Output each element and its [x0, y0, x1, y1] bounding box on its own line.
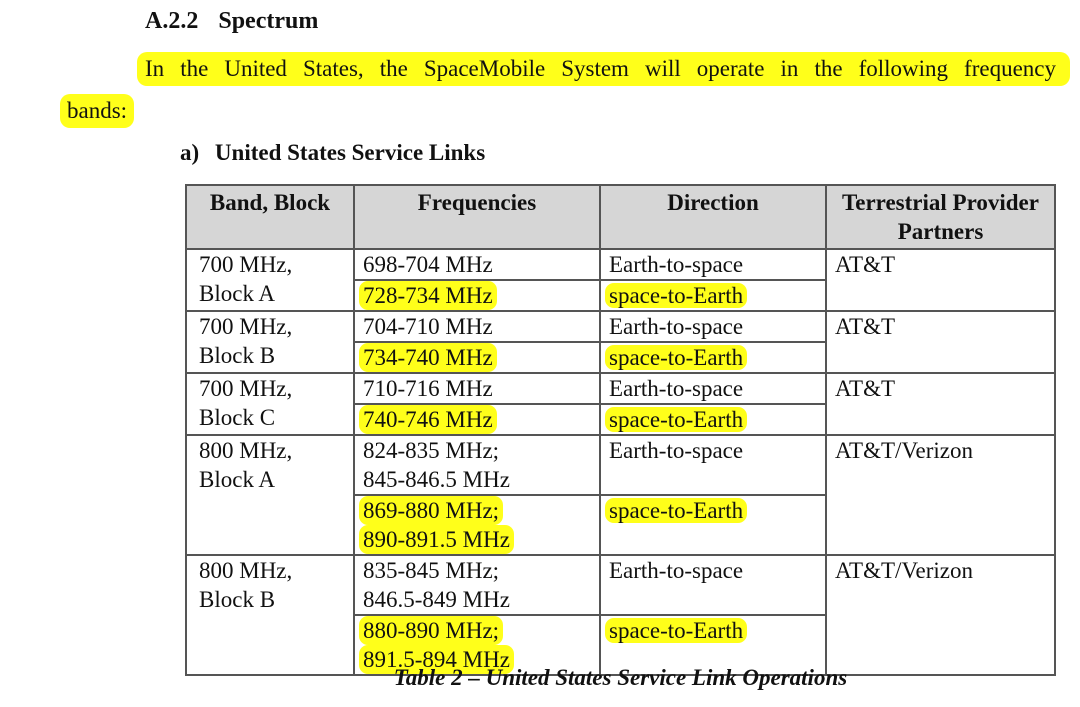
highlighted-downlink-direction: space-to-Earth	[605, 618, 747, 643]
band-block-cell	[186, 311, 354, 373]
highlighted-downlink-frequency: 891.5-894 MHz	[359, 645, 514, 674]
section-title: Spectrum	[218, 8, 319, 34]
uplink-frequency-line: 698-704 MHz	[363, 252, 493, 277]
service-links-table	[185, 184, 1056, 676]
uplink-direction-cell: Earth-to-space	[600, 435, 826, 495]
table-row-uplink	[186, 435, 1055, 495]
highlighted-downlink-direction: space-to-Earth	[605, 283, 747, 308]
paragraph-line-1-text: In the United States, the SpaceMobile System will operate in the following frequency	[145, 56, 1056, 81]
table-row-uplink	[186, 311, 1055, 342]
uplink-frequency-cell	[354, 435, 600, 495]
subsection-heading	[180, 140, 485, 166]
uplink-frequency-line: 835-845 MHz;	[363, 558, 500, 583]
highlighted-downlink-frequency: 890-891.5 MHz	[359, 525, 514, 554]
highlighted-downlink-frequency: 734-740 MHz	[359, 343, 497, 372]
downlink-direction-cell	[600, 342, 826, 373]
uplink-direction-cell: Earth-to-space	[600, 555, 826, 615]
partner-cell: AT&T	[826, 311, 1055, 373]
table-row-uplink	[186, 555, 1055, 615]
partner-cell: AT&T	[826, 373, 1055, 435]
partner-cell: AT&T/Verizon	[826, 435, 1055, 555]
highlighted-downlink-direction: space-to-Earth	[605, 407, 747, 432]
downlink-frequency-cell	[354, 495, 600, 555]
header-frequencies: Frequencies	[354, 185, 600, 249]
table-header-row	[186, 185, 1055, 249]
band-block-line: Block B	[199, 343, 276, 368]
highlighted-downlink-frequency: 728-734 MHz	[359, 281, 497, 310]
header-partners: Terrestrial Provider Partners	[826, 185, 1055, 249]
downlink-frequency-cell	[354, 404, 600, 435]
subsection-title: United States Service Links	[214, 140, 486, 165]
highlighted-paragraph-line-2: bands:	[60, 94, 134, 128]
band-block-line: 700 MHz,	[199, 252, 293, 277]
band-block-line: Block C	[199, 405, 276, 430]
table-caption: Table 2 – United States Service Link Operations	[393, 665, 848, 690]
highlighted-paragraph-line-1	[137, 52, 1070, 86]
downlink-frequency-cell	[354, 280, 600, 311]
partner-cell: AT&T/Verizon	[826, 555, 1055, 675]
uplink-direction-cell: Earth-to-space	[600, 311, 826, 342]
band-block-cell	[186, 435, 354, 555]
section-number: A.2.2	[145, 8, 199, 34]
section-heading	[145, 8, 318, 35]
band-block-cell	[186, 555, 354, 675]
downlink-direction-cell	[600, 495, 826, 555]
highlighted-downlink-frequency: 740-746 MHz	[359, 405, 497, 434]
downlink-direction-cell	[600, 280, 826, 311]
table-row-uplink	[186, 249, 1055, 280]
uplink-frequency-cell	[354, 249, 600, 280]
band-block-cell	[186, 373, 354, 435]
uplink-frequency-line: 710-716 MHz	[363, 376, 493, 401]
uplink-frequency-line: 845-846.5 MHz	[363, 467, 510, 492]
uplink-frequency-line: 846.5-849 MHz	[363, 587, 510, 612]
band-block-line: 700 MHz,	[199, 376, 293, 401]
subsection-label: a)	[180, 140, 200, 165]
band-block-line: 800 MHz,	[199, 438, 293, 463]
uplink-frequency-line: 824-835 MHz;	[363, 438, 500, 463]
header-direction: Direction	[600, 185, 826, 249]
band-block-line: 700 MHz,	[199, 314, 293, 339]
downlink-direction-cell	[600, 404, 826, 435]
highlighted-downlink-direction: space-to-Earth	[605, 498, 747, 523]
uplink-frequency-cell	[354, 373, 600, 404]
partner-cell: AT&T	[826, 249, 1055, 311]
band-block-line: Block B	[199, 587, 276, 612]
highlighted-downlink-direction: space-to-Earth	[605, 345, 747, 370]
highlighted-downlink-frequency: 880-890 MHz;	[359, 616, 503, 645]
uplink-frequency-cell	[354, 311, 600, 342]
band-block-line: Block A	[199, 281, 276, 306]
band-block-line: 800 MHz,	[199, 558, 293, 583]
downlink-frequency-cell	[354, 342, 600, 373]
header-band-block: Band, Block	[186, 185, 354, 249]
uplink-frequency-line: 704-710 MHz	[363, 314, 493, 339]
uplink-direction-cell: Earth-to-space	[600, 373, 826, 404]
band-block-cell	[186, 249, 354, 311]
table-body	[186, 249, 1055, 675]
highlighted-downlink-frequency: 869-880 MHz;	[359, 496, 503, 525]
table-row-uplink	[186, 373, 1055, 404]
uplink-frequency-cell	[354, 555, 600, 615]
band-block-line: Block A	[199, 467, 276, 492]
uplink-direction-cell: Earth-to-space	[600, 249, 826, 280]
